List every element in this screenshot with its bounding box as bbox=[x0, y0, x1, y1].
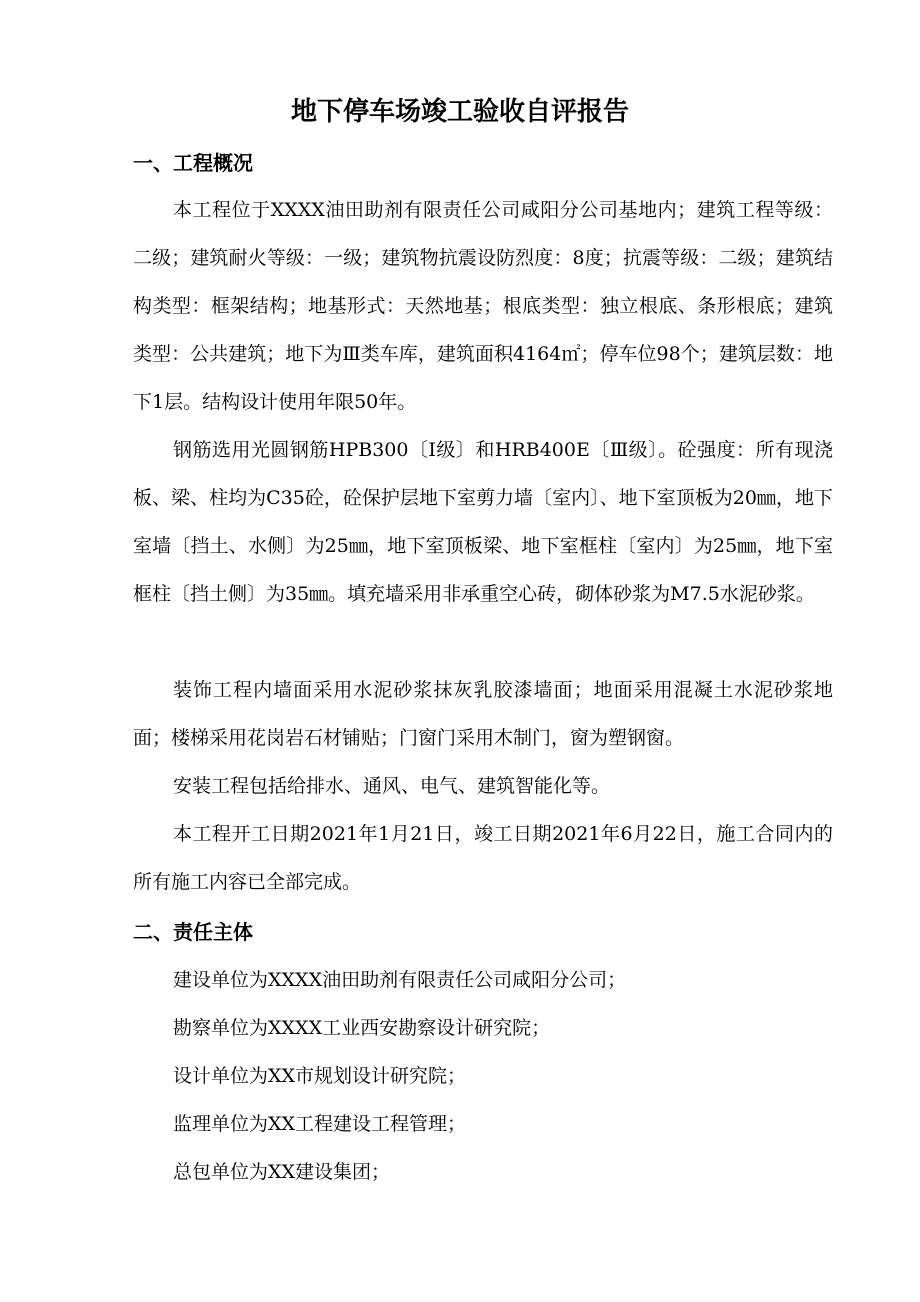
section-heading-responsible-parties: 二、责任主体 bbox=[133, 920, 253, 944]
list-item-supervision-unit: 监理单位为XX工程建设工程管理； bbox=[173, 1113, 467, 1135]
paragraph-installation: 安装工程包括给排水、通风、电气、建筑智能化等。 bbox=[173, 775, 611, 797]
paragraph-project-location: 本工程位于XXXX油田助剂有限责任公司咸阳分公司基地内；建筑工程等级：二级；建筑耐火等级：一级；建筑物抗震设防烈度：8度；抗震等级：二级；建筑结构类型：框架结构；地基形式：天然地基；根底类型：独立根底、条形根底；建筑类型：公共建筑；地下为Ⅲ类车库，建筑面积4164㎡；停车位98个；建筑层数：地下1层。结构设计使用年限50年。 bbox=[133, 199, 833, 413]
document-title: 地下停车场竣工验收自评报告 bbox=[290, 97, 629, 127]
paragraph-schedule: 本工程开工日期2021年1月21日，竣工日期2021年6月22日，施工合同内的所有施工内容已全部完成。 bbox=[133, 823, 833, 893]
paragraph-decoration: 装饰工程内墙面采用水泥砂浆抹灰乳胶漆墙面；地面采用混凝土水泥砂浆地面；楼梯采用花岗岩石材铺贴；门窗门采用木制门，窗为塑钢窗。 bbox=[133, 679, 833, 749]
list-item-general-contractor: 总包单位为XX建设集团； bbox=[173, 1161, 391, 1183]
section-heading-project-overview: 一、工程概况 bbox=[133, 151, 253, 175]
list-item-survey-unit: 勘察单位为XXXX工业西安勘察设计研究院； bbox=[173, 1017, 551, 1039]
paragraph-structure-materials: 钢筋选用光圆钢筋HPB300〔Ⅰ级〕和HRB400E〔Ⅲ级〕。砼强度：所有现浇板、梁、柱均为C35砼，砼保护层地下室剪力墙〔室内〕、地下室顶板为20㎜，地下室墙〔挡土、水侧〕为25㎜，地下室顶板梁、地下室框柱〔室内〕为25㎜，地下室框柱〔挡土侧〕为35㎜。填充墙采用非承重空心砖，砌体砂浆为M7.5水泥砂浆。 bbox=[133, 439, 833, 605]
list-item-construction-unit: 建设单位为XXXX油田助剂有限责任公司咸阳分公司； bbox=[173, 969, 627, 991]
list-item-design-unit: 设计单位为XX市规划设计研究院； bbox=[173, 1065, 467, 1087]
